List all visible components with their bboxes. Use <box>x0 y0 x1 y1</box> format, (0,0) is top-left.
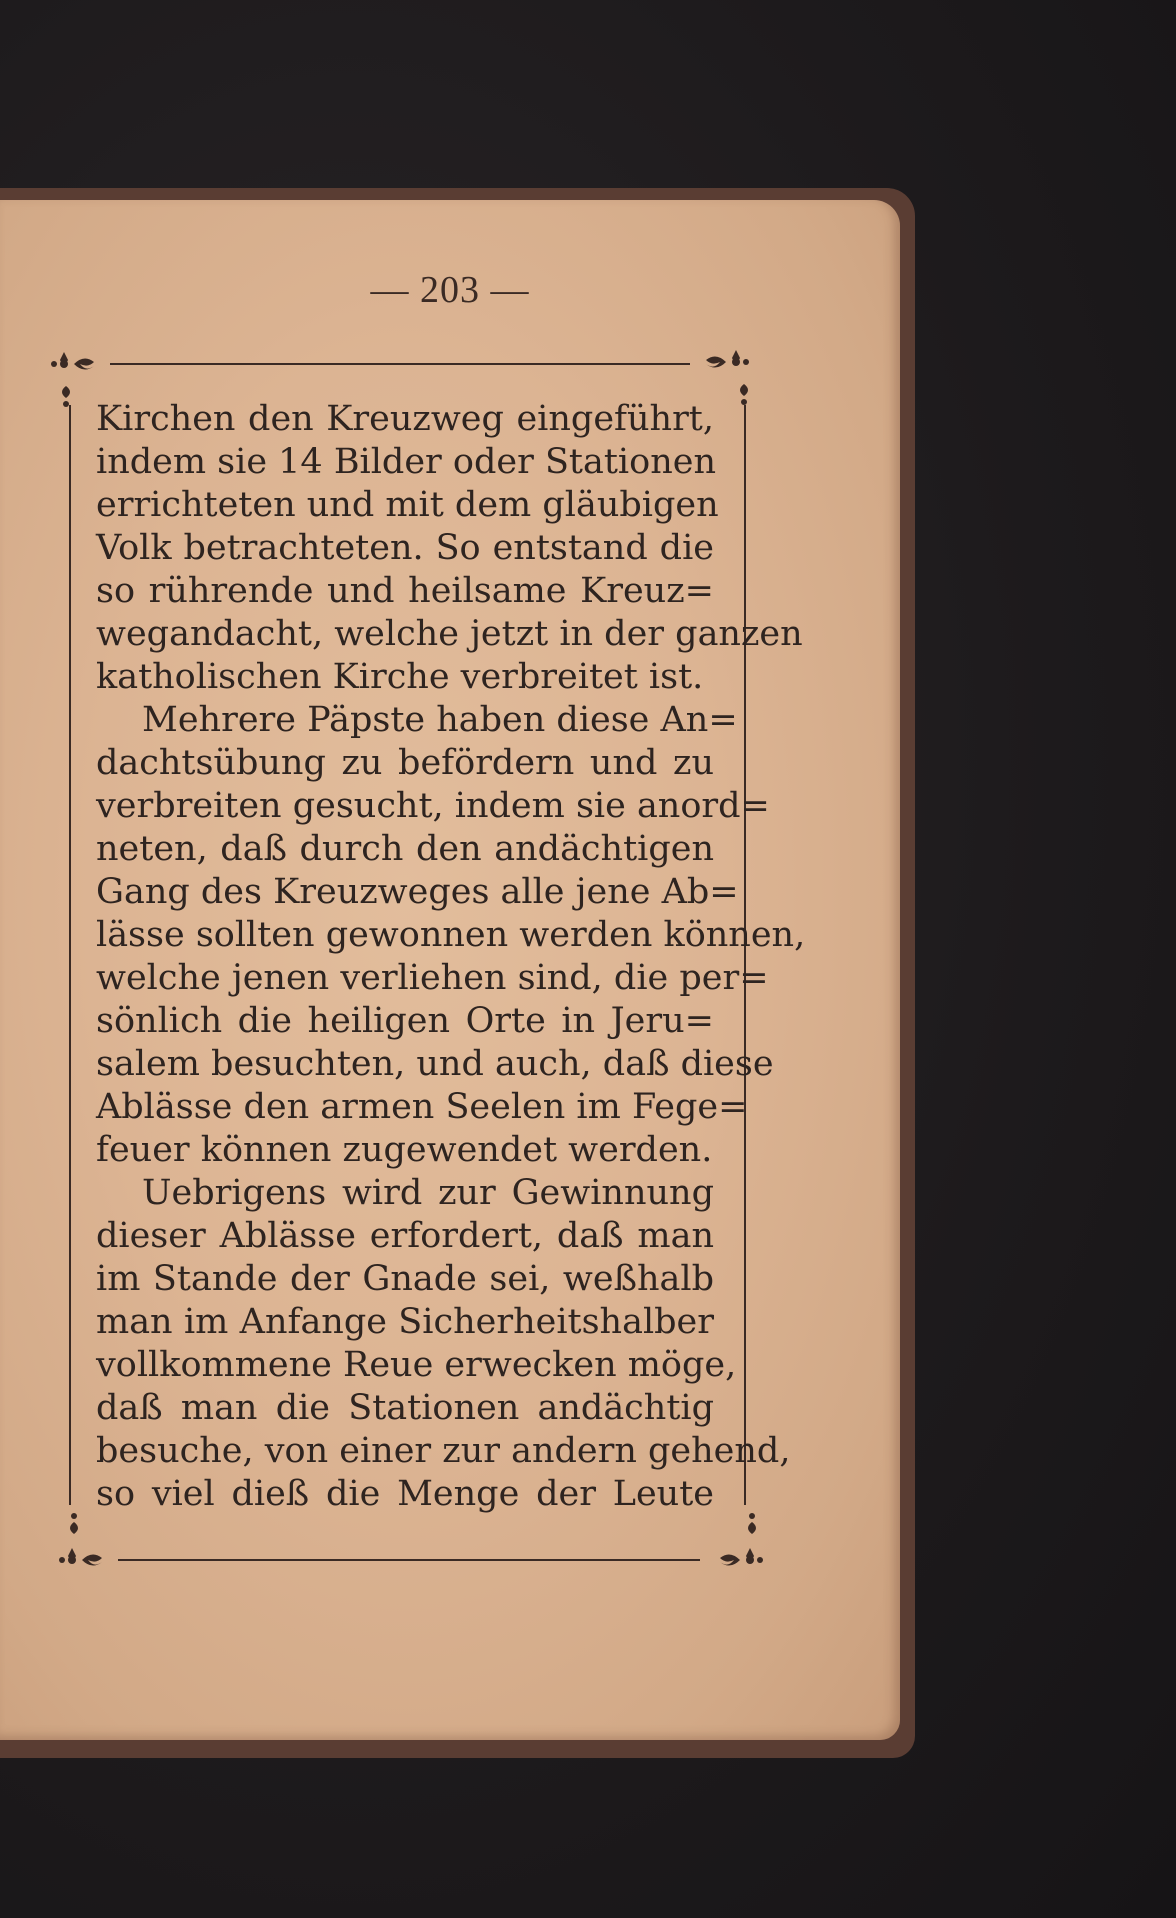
text-line: lässe sollten gewonnen werden können, <box>96 915 806 955</box>
text-line: so viel dieß die Menge der Leute <box>96 1474 714 1514</box>
text-line: dieser Ablässe erfordert, daß man <box>96 1216 714 1256</box>
page-number: — 203 — <box>370 269 530 311</box>
text-line: Uebrigens wird zur Gewinnung <box>142 1173 714 1213</box>
text-line: Volk betrachteten. So entstand die <box>96 528 714 568</box>
text-line: welche jenen verliehen sind, die per= <box>96 958 769 998</box>
text-line: neten, daß durch den andächtigen <box>96 829 714 869</box>
text-line: vollkommene Reue erwecken möge, <box>96 1345 737 1385</box>
text-line: wegandacht, welche jetzt in der ganzen <box>96 614 803 654</box>
text-line: verbreiten gesucht, indem sie anord= <box>96 786 770 826</box>
text-line: daß man die Stationen andächtig <box>96 1388 714 1428</box>
text-line: sönlich die heiligen Orte in Jeru= <box>96 1001 714 1041</box>
text-line: salem besuchten, und auch, daß diese <box>96 1044 774 1084</box>
text-line: katholischen Kirche verbreitet ist. <box>96 657 704 697</box>
text-line: so rührende und heilsame Kreuz= <box>96 571 714 611</box>
text-line: indem sie 14 Bilder oder Stationen <box>96 442 716 482</box>
text-line: Gang des Kreuzweges alle jene Ab= <box>96 872 739 912</box>
text-line: feuer können zugewendet werden. <box>96 1130 713 1170</box>
fleuron-top-right-icon <box>706 350 749 405</box>
body-text <box>96 398 806 1516</box>
text-line: dachtsübung zu befördern und zu <box>96 743 714 783</box>
text-line: besuche, von einer zur andern gehend, <box>96 1431 791 1471</box>
text-line: man im Anfange Sicherheitshalber <box>96 1302 714 1342</box>
text-line: Ablässe den armen Seelen im Fege= <box>96 1087 748 1127</box>
text-line: errichteten und mit dem gläubigen <box>96 485 719 525</box>
fleuron-top-left-icon <box>51 352 94 407</box>
text-line: Mehrere Päpste haben diese An= <box>142 700 738 740</box>
text-line: Kirchen den Kreuzweg eingeführt, <box>96 399 714 439</box>
fleuron-bottom-right-icon <box>720 1513 763 1566</box>
text-line: im Stande der Gnade sei, weßhalb <box>96 1259 714 1299</box>
fleuron-bottom-left-icon <box>59 1513 102 1566</box>
